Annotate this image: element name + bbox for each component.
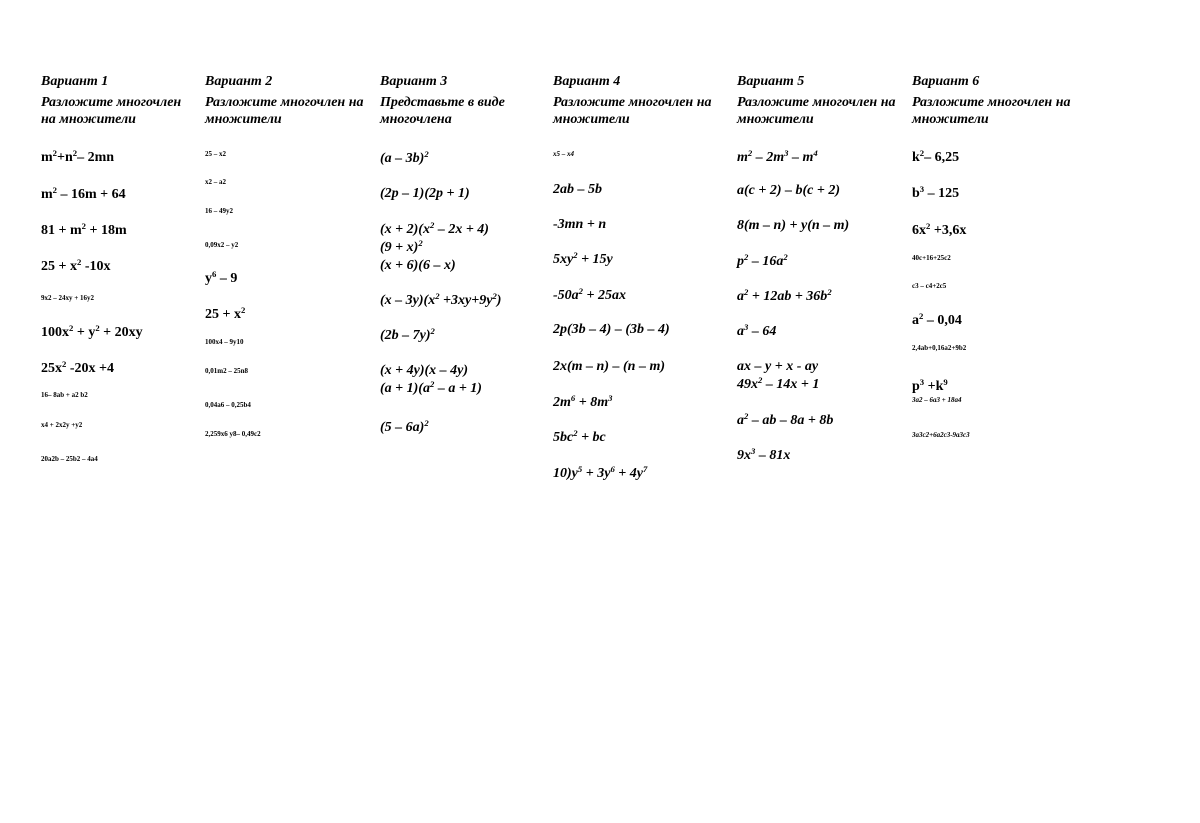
exercise: 40c+16+25c2 xyxy=(912,254,951,262)
exponent: 6 xyxy=(610,463,615,474)
exercise: 2,259x6 y8– 0,49c2 xyxy=(205,430,261,438)
exercise: 0,04a6 – 0,25b4 xyxy=(205,401,251,409)
exponent: 3 xyxy=(919,183,925,194)
exercise: 2ab – 5b xyxy=(553,182,602,197)
exponent: 2 xyxy=(573,249,578,260)
exercise: (2b – 7y)$^2$ xyxy=(380,325,435,343)
exponent: 2 xyxy=(578,285,584,296)
exercise: $25 + x^2$ -10x xyxy=(41,256,111,274)
exercise: $5bc^2$ + bc xyxy=(553,427,606,445)
exponent: 2 xyxy=(76,256,82,267)
exponent: 2 xyxy=(435,290,440,301)
variant-title: Вариант 3 xyxy=(380,74,448,89)
exercise: (2p – 1)(2p + 1) xyxy=(380,186,470,201)
exercise: $5xy^2 + 15y$ xyxy=(553,249,613,267)
exercise: ax – y + x - ay xyxy=(737,359,819,374)
exercise: x5 – x4 xyxy=(553,150,574,158)
task-line: Представьте в виде xyxy=(380,95,505,110)
exercise: $(a + 1)(a^2 - a + 1)$ xyxy=(380,378,482,396)
exponent: 2 xyxy=(52,184,58,195)
task-line: Разложите многочлен на xyxy=(912,95,1071,110)
exponent: 2 xyxy=(919,310,924,321)
exercise: $49x^2 - 14x + 1$ xyxy=(737,374,820,392)
exercise: $p^3 +k^9$ xyxy=(912,376,948,394)
exponent: 6 xyxy=(570,392,576,403)
exercise: (x + 4y)(x – 4y) xyxy=(380,363,469,378)
exercise: a(c + 2) – b(c + 2) xyxy=(737,183,841,198)
exponent: 2 xyxy=(827,286,832,297)
variant-title: Вариант 1 xyxy=(41,74,109,89)
exercise: $100x^2 + y^2 + 20xy$ xyxy=(41,322,143,340)
exercise: $a^3 - 64$ xyxy=(737,321,777,339)
exercise: c3 – c4+2c5 xyxy=(912,282,947,290)
exercise: $10)y^5 + 3y^6 + 4y^7$ xyxy=(553,463,648,481)
exponent: 2 xyxy=(95,322,100,333)
exercise: $25 + x^2$ xyxy=(205,304,246,322)
exercise: $p^2 - 16a^2$ xyxy=(737,251,788,269)
exercise: $a^2 + 12ab + 36b^2$ xyxy=(737,286,832,304)
exercise: $2m^6 + 8m^3$ xyxy=(553,392,613,410)
task-line: Разложите многочлен на xyxy=(553,95,712,110)
exponent: 6 xyxy=(212,268,217,279)
task-line: множители xyxy=(205,112,282,127)
exponent: 2 xyxy=(783,251,788,262)
task-line: Разложите многочлен на xyxy=(205,95,364,110)
exercise: (5 – 6a)$^2$ xyxy=(380,417,429,435)
exponent: 2 xyxy=(429,378,435,389)
exercise: 0,09x2 – y2 xyxy=(205,241,239,249)
exercise: $9x^3 - 81x$ xyxy=(737,445,791,463)
exponent: 4 xyxy=(813,147,818,158)
exercise: $m^2+n^2-$ 2mn xyxy=(41,147,115,165)
exercise: 2,4ab+0,16a2+9b2 xyxy=(912,344,967,352)
exponent: 2 xyxy=(744,251,749,262)
exponent: 2 xyxy=(758,374,763,385)
exponent: 2 xyxy=(429,219,435,230)
exercise: (x + 6)(6 – x) xyxy=(380,258,456,273)
exponent: 2 xyxy=(492,290,497,301)
exercise: $(x + 2)(x^2 - 2x + 4)$ xyxy=(380,219,489,237)
exercise: 9x2 – 24xy + 16y2 xyxy=(41,294,94,302)
exercise: $25x^2$ -20x +4 xyxy=(41,358,114,376)
exponent: 2 xyxy=(240,304,246,315)
exercise: $b^3 - 125$ xyxy=(912,183,960,201)
exponent: 2 xyxy=(81,220,86,231)
task-line: множители xyxy=(737,112,814,127)
task-line: множители xyxy=(912,112,989,127)
exponent: 2 xyxy=(430,325,435,336)
exponent: 2 xyxy=(424,148,429,159)
exercise: $m^2 - 2m^3 - m^4$ xyxy=(737,147,818,165)
exercise: 16– 8ab + a2 b2 xyxy=(41,391,88,399)
exercise: 16 – 49y2 xyxy=(205,207,233,215)
exponent: 2 xyxy=(744,410,749,421)
exercise: $k^2-$ 6,25 xyxy=(912,147,960,165)
exponent: 3 xyxy=(751,445,756,456)
exponent: 5 xyxy=(577,463,583,474)
exponent: 2 xyxy=(424,417,429,428)
exercise: (a – 3b)$^2$ xyxy=(380,148,429,166)
exercise: 20a2b – 25b2 – 4a4 xyxy=(41,455,98,463)
exponent: 2 xyxy=(69,322,74,333)
variant-title: Вариант 5 xyxy=(737,74,805,89)
exercise: $(x - 3y)(x^2 +3xy+9y^2)$ xyxy=(380,290,502,308)
exercise: $81 + m^2 + 18m$ xyxy=(41,220,127,238)
exercise: $-50a^2 + 25ax$ xyxy=(553,285,626,303)
exponent: 2 xyxy=(52,147,58,158)
exponent: 2 xyxy=(418,237,423,248)
exercise: $m^2 - 16m + 64$ xyxy=(41,184,126,202)
task-line: многочлена xyxy=(380,112,452,127)
exercise: 25 – x2 xyxy=(205,150,226,158)
exercise: 2p(3b – 4) – (3b – 4) xyxy=(553,322,670,337)
exercise: $a^2$ – ab – 8a + 8b xyxy=(737,410,834,428)
exercise: $a^2 - 0,04$ xyxy=(912,310,962,328)
exercise: 0,01m2 – 25n8 xyxy=(205,367,248,375)
exercise: $y^6 - 9$ xyxy=(205,268,238,286)
exponent: 7 xyxy=(642,463,648,474)
variant-title: Вариант 2 xyxy=(205,74,273,89)
exercise: 8(m – n) + y(n – m) xyxy=(737,218,850,233)
exponent: 2 xyxy=(926,220,931,231)
task-line: Разложите многочлен xyxy=(41,95,182,110)
exponent: 2 xyxy=(573,427,578,438)
exponent: 3 xyxy=(744,321,749,332)
exponent: 3 xyxy=(784,147,789,158)
exercise: x2 – a2 xyxy=(205,178,226,186)
variant-title: Вариант 6 xyxy=(912,74,980,89)
exercise: 3a3c2+6a2c3-9a3c3 xyxy=(912,431,970,439)
exponent: 2 xyxy=(747,147,753,158)
task-line: на множители xyxy=(41,112,136,127)
exponent: 3 xyxy=(919,376,925,387)
exponent: 9 xyxy=(943,376,948,387)
task-line: множители xyxy=(553,112,630,127)
exponent: 2 xyxy=(72,147,78,158)
exponent: 2 xyxy=(62,358,67,369)
exercise: $(9 + x)^2$ xyxy=(380,237,423,255)
exercise: 100x4 – 9y10 xyxy=(205,338,244,346)
exercise: $6x^2 +3,6x$ xyxy=(912,220,967,238)
exponent: 2 xyxy=(919,147,925,158)
exercise: 2x(m – n) – (n – m) xyxy=(553,359,665,374)
variant-title: Вариант 4 xyxy=(553,74,621,89)
exponent: 3 xyxy=(608,392,613,403)
exponent: 2 xyxy=(744,286,749,297)
exercise: -3mn + n xyxy=(553,217,607,232)
exercise: 3a2 – 6a3 + 18a4 xyxy=(912,396,962,404)
task-line: Разложите многочлен на xyxy=(737,95,896,110)
exercise: x4 + 2x2y +y2 xyxy=(41,421,83,429)
